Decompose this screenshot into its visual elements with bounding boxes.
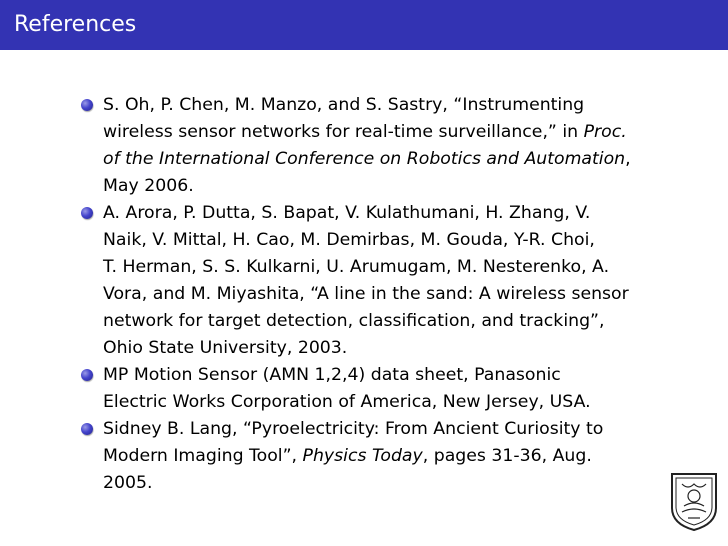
institute-seal-icon xyxy=(666,470,722,532)
bullet-icon xyxy=(81,423,93,435)
reference-line: MP Motion Sensor (AMN 1,2,4) data sheet, Panasonic xyxy=(103,365,561,385)
bullet-icon xyxy=(81,207,93,219)
title-bar xyxy=(0,0,728,50)
reference-line: Electric Works Corporation of America, New Jersey, USA. xyxy=(103,392,591,412)
reference-line: A. Arora, P. Dutta, S. Bapat, V. Kulathumani, H. Zhang, V. xyxy=(103,203,591,223)
reference-line: 2005. xyxy=(103,473,153,493)
bullet-icon xyxy=(81,369,93,381)
reference-item xyxy=(0,362,683,416)
reference-line: S. Oh, P. Chen, M. Manzo, and S. Sastry, “Instrumenting xyxy=(103,95,585,115)
reference-item xyxy=(0,92,683,200)
reference-line: of the International Conference on Robotics and Automation, xyxy=(103,149,631,169)
reference-line: Naik, V. Mittal, H. Cao, M. Demirbas, M. Gouda, Y-R. Choi, xyxy=(103,230,595,250)
reference-line: T. Herman, S. S. Kulkarni, U. Arumugam, M. Nesterenko, A. xyxy=(103,257,610,277)
reference-line: wireless sensor networks for real-time surveillance,” in Proc. xyxy=(103,122,627,142)
reference-item xyxy=(0,200,683,362)
reference-line: Ohio State University, 2003. xyxy=(103,338,348,358)
bullet-icon xyxy=(81,99,93,111)
reference-line: May 2006. xyxy=(103,176,194,196)
reference-list xyxy=(0,92,728,497)
page-title: References xyxy=(14,12,137,37)
reference-line: Vora, and M. Miyashita, “A line in the sand: A wireless sensor xyxy=(103,284,629,304)
reference-line: Sidney B. Lang, “Pyroelectricity: From Ancient Curiosity to xyxy=(103,419,604,439)
reference-item xyxy=(0,416,683,497)
reference-line: Modern Imaging Tool”, Physics Today, pages 31-36, Aug. xyxy=(103,446,592,466)
reference-line: network for target detection, classification, and tracking”, xyxy=(103,311,605,331)
